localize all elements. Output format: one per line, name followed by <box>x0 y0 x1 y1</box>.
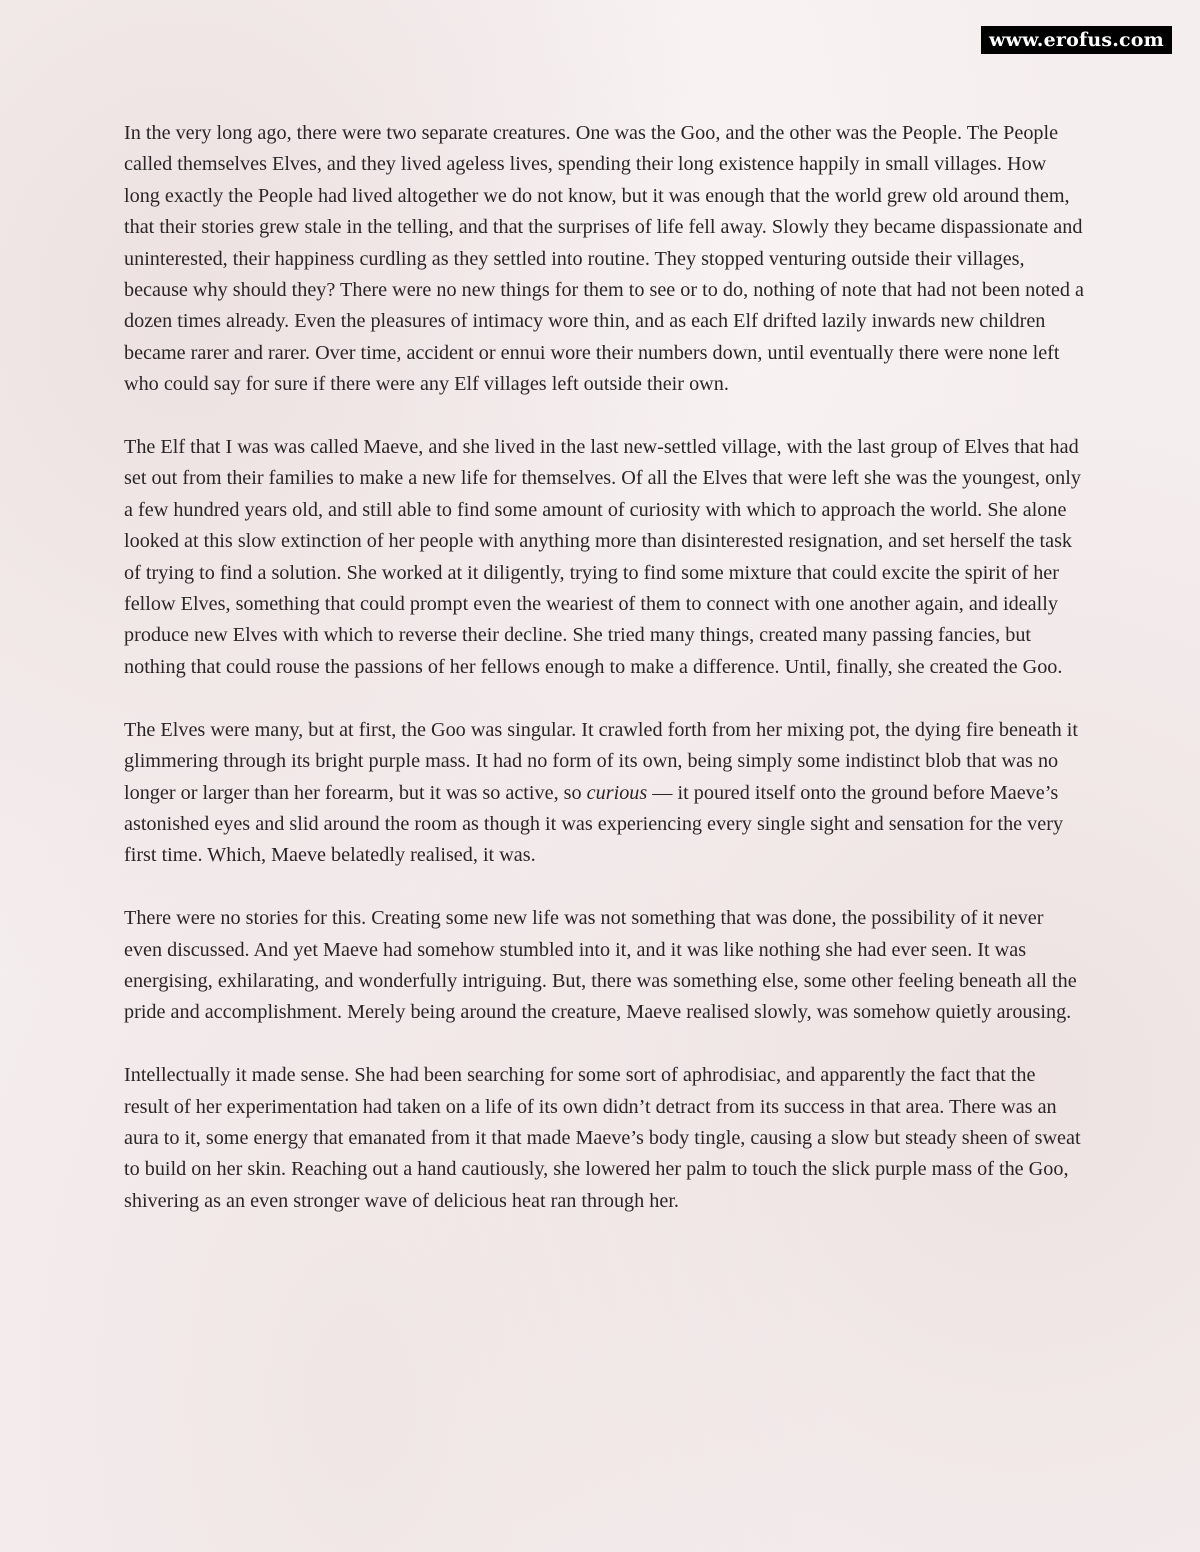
paragraph: In the very long ago, there were two separate creatures. One was the Goo, and the other was the People. The People called themselves Elves, and they lived ageless lives, spending their long existence happily in small villages. How long exactly the People had lived altogether we do not know, but it was enough that the world grew old around them, that their stories grew stale in the telling, and that the surprises of life fell away. Slowly they became dispassionate and uninterested, their happiness curdling as they settled into routine. They stopped venturing outside their villages, because why should they? There were no new things for them to see or to do, nothing of note that had not been noted a dozen times already. Even the pleasures of intimacy wore thin, and as each Elf drifted lazily inwards new children became rarer and rarer. Over time, accident or ennui wore their numbers down, until eventually there were none left who could say for sure if there were any Elf villages left outside their own. <box>124 122 1084 396</box>
emphasized-text: curious <box>586 781 648 804</box>
watermark: www.erofus.com <box>981 26 1172 54</box>
paragraph-text: — it poured itself onto the ground before Maeve’s astonished eyes and slid around the room as though it was experiencing every single sight and sensation for the very first time. Which, Maeve belatedly realised, it was. <box>124 781 1064 867</box>
paragraph: The Elf that I was was called Maeve, and she lived in the last new-settled village, with the last group of Elves that had set out from their families to make a new life for themselves. Of all the Elves that were left she was the youngest, only a few hundred years old, and still able to find some amount of curiosity with which to approach the world. She alone looked at this slow extinction of her people with anything more than disinterested resignation, and set herself the task of trying to find a solution. She worked at it diligently, trying to find some mixture that could excite the spirit of her fellow Elves, something that could prompt even the weariest of them to connect with one another again, and ideally produce new Elves with which to reverse their decline. She tried many things, created many passing fancies, but nothing that could rouse the passions of her fellows enough to make a difference. Until, finally, she created the Goo. <box>124 436 1081 678</box>
page-body <box>124 118 1084 1249</box>
paragraph: There were no stories for this. Creating some new life was not something that was done, the possibility of it never even discussed. And yet Maeve had somehow stumbled into it, and it was like nothing she had ever seen. It was energising, exhilarating, and wonderfully intriguing. But, there was something else, some other feeling beneath all the pride and accomplishment. Merely being around the creature, Maeve realised slowly, was somehow quietly arousing. <box>124 907 1077 1024</box>
paragraph-text: The Elves were many, but at first, the Goo was singular. It crawled forth from her mixing pot, the dying fire beneath it glimmering through its bright purple mass. It had no form of its own, being simply some indistinct blob that was no longer or larger than her forearm, but it was so active, so <box>124 718 1078 804</box>
paragraph <box>124 715 1084 872</box>
paragraph: Intellectually it made sense. She had been searching for some sort of aphrodisiac, and apparently the fact that the result of her experimentation had taken on a life of its own didn’t detract from its success in that area. There was an aura to it, some energy that emanated from it that made Maeve’s body tingle, causing a slow but steady sheen of sweat to build on her skin. Reaching out a hand cautiously, she lowered her palm to touch the slick purple mass of the Goo, shivering as an even stronger wave of delicious heat ran through her. <box>124 1064 1081 1212</box>
